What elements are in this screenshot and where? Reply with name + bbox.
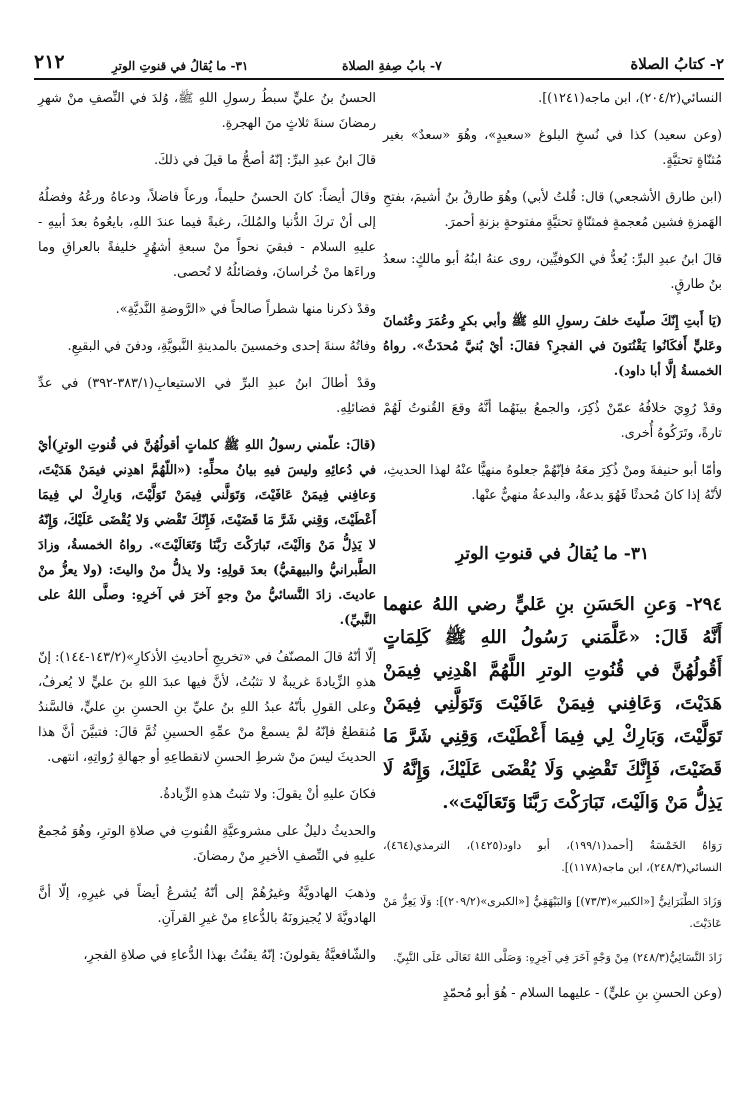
paragraph: وقالَ أيضاً: كانَ الحسنُ حليماً، ورعاً فاضلاً، ودعاهُ ورعُهُ وفضلُهُ إلى أنْ تركَ الدُّنيا والمُلكَ، رغبةً فيما عندَ اللهِ، بايعُوهُ بعدَ أبيهِ - عليهِ السلام - فبقيَ نحواً منْ سبعةِ أشهُرٍ خليفةً بالعراقِ وما وراءَها منْ خُراسانَ، وفضائلُهُ لا تُحصى. [38,190,376,280]
footnote: وَزَادَ الطَّبَرَانِيُّ [«الكبير»(٧٣/٣)] وَالبَيْهَقِيُّ [«الكبرى»(٢٠٩/٢)]: وَلَا يَعِزُّ مَنْ عَادَيْتَ. [383,895,722,930]
paragraph: (قالَ: علّمني رسولُ اللهِ ﷺ كلماتٍ أقولُهُنَّ في قُنوتِ الوترِ)أيْ في دُعائِهِ وليسَ فيهِ بيانُ محلِّهِ: («اللّهُمَّ اهدِني فيمَنْ هَدَيْتَ، وَعافِني فِيمَنْ عَافَيْتَ، وَتَوَلَّني فِيمَنْ تَوَلَّيْتَ، وَبارِكْ لي فِيمَا أَعْطَيْتَ، وَقِني شَرَّ مَا قَضَيْتَ، فَإِنّكَ تَقْضي وَلا يُقْضَى عَلَيْكَ، وَإِنّهُ لا يَذِلُّ مَنْ وَالَيْتَ، تَبارَكْتَ رَبَّنَا وَتَعَالَيْتَ». رواهُ الخمسةُ، وزادَ الطَّبرانيُّ والبيهقيُّ) بعدَ قولِهِ: ولا يذلُّ منْ واليتَ: (ولا يعزُّ منْ عاديتَ. زادَ النَّسائيُّ منْ وجهٍ آخرَ في آخرِهِ: وصلَّى اللهُ على النَّبيِّ). [38,438,376,628]
paragraph: (وعن سعيد) كذا في نُسخِ البلوغ «سعيدٍ»، وهُوَ «سعدٌ» بغير مُثنّاةٍ تحتيَّةٍ. [383,128,722,168]
section-heading: ٣١- ما يُقالُ في قنوتِ الوترِ [112,59,249,73]
paragraph: والشّافعيَّةُ يقولونَ: إنّهُ يقنُتُ بهذا الدُّعاءِ في صلاةِ الفجرِ، [83,948,376,963]
paragraph: (ابن طارق الأشجعي) قال: قُلتُ لأبي) وهُوَ طارقُ بنُ أشيمَ، بفتحِ الهَمزةِ فشين مُعجمةٍ فمثنّاةٍ تحتيَّةٍ مفتوحةٍ بزنةِ أحمرَ. [383,190,722,230]
paragraph: قالَ ابنُ عبدِ البرِّ: إنّهُ أصحُّ ما قيلَ في ذلكَ. [153,153,376,168]
paragraph: وقدْ ذكرنا منها شطراً صالحاً في «الرَّوضةِ النَّديَّةِ». [115,302,376,317]
footnote: زَادَ النَّسَائِيُّ(٢٤٨/٣) مِنْ وَجْهٍ آخَرَ فِي آخِرِهِ: وَصَلَّى اللهُ تَعَالَى عَلَى النَّبِيِّ. [392,951,722,964]
section-title: ٣١- ما يُقالُ في قنوتِ الوترِ [455,544,650,564]
page-number: ٢١٢ [34,51,65,73]
paragraph: (يَا أَبتِ إِنّكَ صلّيتَ خلفَ رسولِ اللهِ ﷺ وأبي بكرٍ وعُمَرَ وعُثمانَ وعَليٍّ أَفكَانُوا يَقْنُتونَ في الفجرِ؟ فقالَ: أيْ بُنيَّ مُحدَثٌ». رواهُ الخمسةُ إلَّا أبا داود). [383,314,722,379]
chapter-title: ٧- بابُ صِفةِ الصلاة [342,58,442,73]
paragraph: وذهبَ الهادويَّةُ وغيرُهُمْ إلى أنّهُ يُشرعُ أيضاً في غيرِهِ، إلّا أنَّ الهادويَّةَ لا يُجيزونَهُ بالدُّعاءِ منْ غيرِ القرآنِ. [38,886,376,926]
page-header [34,44,724,80]
paragraph: النسائي(٢٠٤/٢)، ابن ماجه(١٢٤١)]. [538,91,722,106]
footnote: رَوَاهُ الخَمْسَةُ [أحمد(١٩٩/١)، أبو داود(١٤٢٥)، الترمذي(٤٦٤)، النسائي(٢٤٨/٣)، ابن ماجه(١١٧٨)]. [383,839,722,874]
paragraph: وقدْ رُوِيَ خلافُهُ عمّنْ ذُكِرَ، والجمعُ بينَهُما أنَّهُ وقعَ القُنوتُ لَهُمْ تارةً، وتَرَكُوهُ أُخرى. [383,401,722,441]
left-column [38,86,376,980]
paragraph: وأمّا أبو حنيفةَ ومنْ ذُكِرَ معَهُ فإنّهُمْ جعلوهُ منهيًّا عنْهُ لهذا الحديثِ، لأنّهُ إذا كانَ مُحدثًا فَهُوَ بدعةٌ، والبدعةُ منهيٌّ عنْها. [383,463,722,503]
paragraph: إلّا أنّهُ قالَ المصنّفُ في «تخريجِ أحاديثِ الأذكارِ»(١٤٣/٢-١٤٤): إنّ هذهِ الزِّيادةَ غريبةٌ لا تثبُتُ، لأنَّ فيها عبدَ اللهِ بنَ عليٍّ لا يُعرفُ، وعلى القولِ بأنّهُ عبدُ اللهِ بنُ عليِّ بنِ الحسنِ بنِ عليٍّ، فالسَّندُ مُنقطعٌ فإنّهُ لمْ يسمعْ منْ عمِّهِ الحسينِ ثُمَّ قالَ: فتبيَّنَ أنَّ هذا الحديثَ ليسَ منْ شرطِ الحسنِ لانقطاعِهِ أو جهالةِ رُواتِهِ، انتهى. [38,650,377,765]
paragraph: فكانَ عليهِ أنْ يقولَ: ولا تثبتُ هذهِ الزِّيادةُ. [159,787,376,802]
paragraph: (وعن الحسنِ بنِ عليٍّ) - عليهما السلام - هُوَ أبو مُحمّدٍ [442,986,722,1001]
book-title: ٢- كتابُ الصلاة [630,55,724,73]
hadith-text: ٢٩٤- وَعنِ الحَسَنِ بنِ عَليٍّ رضي اللهُ عنهما أَنَّهُ قَالَ: «عَلَّمَني رَسُولُ اللهِ ﷺ كَلِمَاتٍ أَقُولُهُنَّ في قُنُوتِ الوترِ اللَّهُمَّ اهْدِنِي فِيمَنْ هَدَيْتَ، وَعَافِني فِيمَنْ عَافَيْتَ وَتَوَلَّنِي فِيمَنْ تَوَلَّيْتَ، وَبَارِكْ لِي فِيمَا أَعْطَيْتَ، وَقِنِي شَرَّ مَا قَضَيْتَ، فَإِنَّكَ تَقْضِي وَلَا يُقْضَى عَلَيْكَ، وَإِنَّهُ لَا يَذِلُّ مَنْ وَالَيْتَ، تَبَارَكْتَ رَبَّنَا وَتَعَالَيْتَ». [383,594,722,813]
right-column [383,86,722,1018]
paragraph: وقدْ أطالَ ابنُ عبدِ البرِّ في الاستيعابِ(٣٨٣/١-٣٩٢) في عدِّ فضائلِهِ. [38,376,376,416]
paragraph: الحسنُ بنُ عليٍّ سبطُ رسولِ اللهِ ﷺ، وُلدَ في النِّصفِ منْ شهرِ رمضانَ سنةَ ثلاثٍ منَ الهجرةِ. [38,91,376,131]
paragraph: قالَ ابنُ عبدِ البرِّ: يُعدُّ في الكوفيِّين، روى عنهُ ابنُهُ أبو مالكٍ: سعدُ بنُ طارقٍ. [383,252,722,292]
paragraph: وفاتُهُ سنةَ إحدى وخمسينَ بالمدينةِ النَّبويَّةِ، ودفنَ في البقيعِ. [67,339,376,354]
paragraph: والحديثُ دليلٌ على مشروعيَّةِ القُنوتِ في صلاةِ الوترِ، وهُوَ مُجمعٌ عليهِ في النِّصفِ الأخيرِ منْ رمضانَ. [38,824,376,864]
